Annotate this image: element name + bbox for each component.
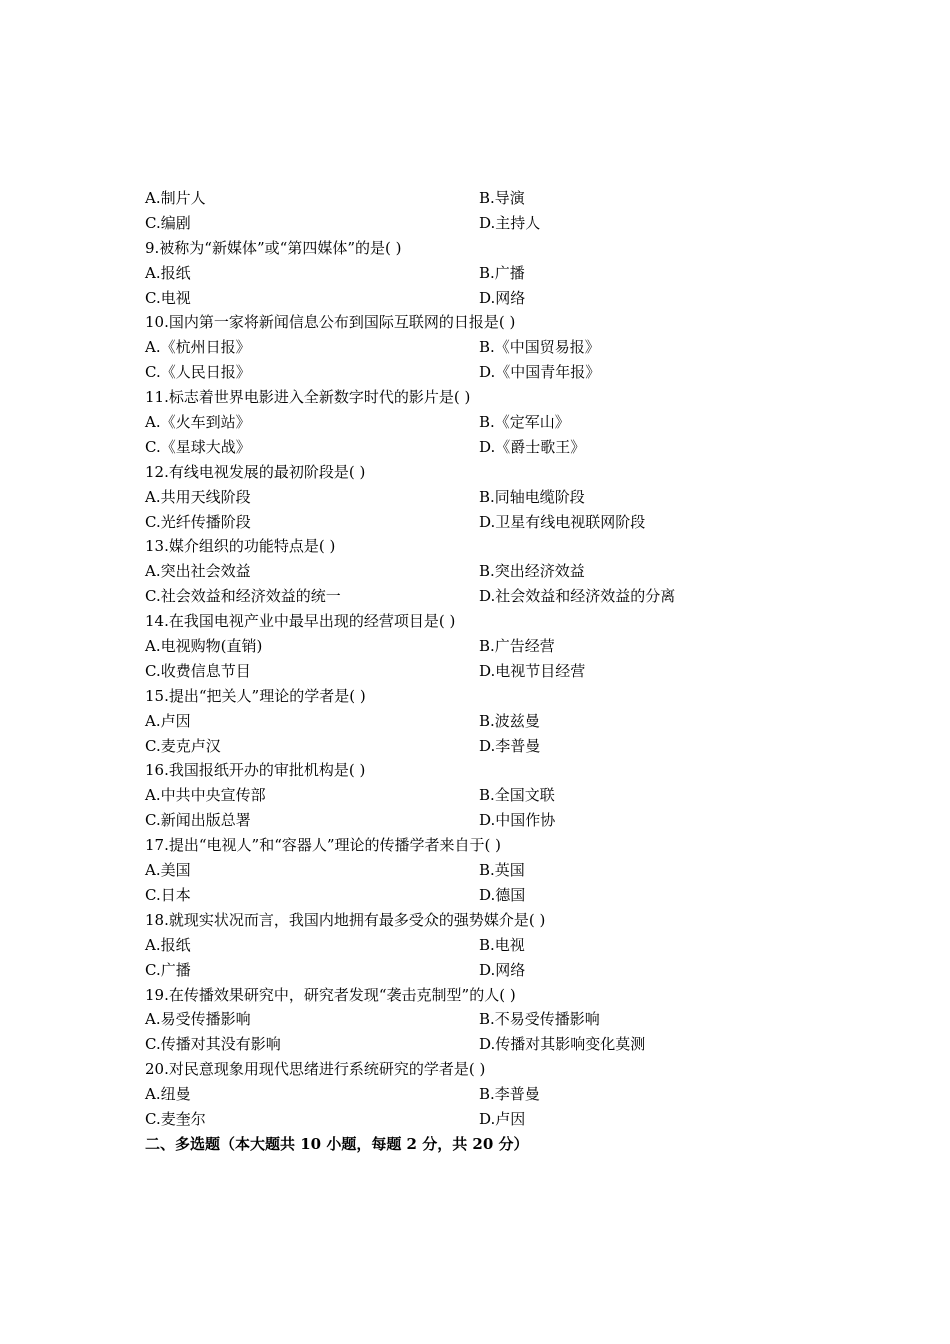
option-right: D.社会效益和经济效益的分离 [479,587,676,606]
option-left: A.美国 [145,861,191,880]
option-left: A.共用天线阶段 [145,487,251,506]
option-left: C.光纤传播阶段 [145,512,251,531]
question-stem: 11.标志着世界电影进入全新数字时代的影片是( ) [145,388,471,407]
option-left: C.传播对其没有影响 [145,1035,281,1054]
exam-page [145,186,785,1157]
option-left: C.收费信息节目 [145,661,251,680]
option-right: D.李普曼 [479,736,541,755]
option-left: A.《杭州日报》 [145,338,251,357]
option-row [145,510,785,535]
option-row [145,1082,785,1107]
option-right: D.《中国青年报》 [479,363,601,382]
option-right: D.传播对其影响变化莫测 [479,1035,646,1054]
option-right: B.同轴电缆阶段 [479,487,585,506]
option-right: D.卢因 [479,1109,526,1128]
question-stem: 9.被称为“新媒体”或“第四媒体”的是( ) [145,238,402,257]
option-row [145,410,785,435]
option-right: D.网络 [479,960,526,979]
option-left: C.电视 [145,288,191,307]
option-right: B.广播 [479,263,525,282]
option-left: A.中共中央宣传部 [145,786,266,805]
option-right: D.中国作协 [479,811,556,830]
option-left: A.电视购物(直销) [145,637,263,656]
option-left: C.《星球大战》 [145,437,251,456]
option-left: A.易受传播影响 [145,1010,251,1029]
option-row [145,211,785,236]
option-right: D.电视节目经营 [479,661,586,680]
option-left: A.突出社会效益 [145,562,251,581]
option-left: C.编剧 [145,213,191,232]
option-row [145,360,785,385]
option-row [145,858,785,883]
option-row [145,186,785,211]
option-left: C.麦奎尔 [145,1109,206,1128]
option-left: C.新闻出版总署 [145,811,251,830]
option-right: B.《中国贸易报》 [479,338,600,357]
question-stem: 19.在传播效果研究中，研究者发现“袭击克制型”的人( ) [145,985,516,1004]
option-left: A.报纸 [145,935,191,954]
option-row [145,1032,785,1057]
option-row [145,958,785,983]
option-row [145,933,785,958]
question-stem: 12.有线电视发展的最初阶段是( ) [145,462,366,481]
option-row [145,634,785,659]
option-row [145,286,785,311]
question-stem: 17.提出“电视人”和“容器人”理论的传播学者来自于( ) [145,836,502,855]
option-right: B.英国 [479,861,525,880]
option-right: B.导演 [479,189,525,207]
option-left: A.纽曼 [145,1085,191,1104]
option-right: D.《爵士歌王》 [479,437,586,456]
option-left: A.卢因 [145,711,191,730]
option-left: C.麦克卢汉 [145,736,221,755]
option-right: B.不易受传播影响 [479,1010,600,1029]
option-right: B.李普曼 [479,1085,540,1104]
option-right: B.突出经济效益 [479,562,585,581]
question-stem: 10.国内第一家将新闻信息公布到国际互联网的日报是( ) [145,313,516,332]
option-left: C.《人民日报》 [145,363,251,382]
option-left: A.《火车到站》 [145,413,251,432]
option-row [145,783,785,808]
option-left: C.日本 [145,885,191,904]
option-right: D.主持人 [479,213,541,232]
option-left: A.制片人 [145,189,206,207]
question-stem: 13.媒介组织的功能特点是( ) [145,537,336,556]
option-row [145,261,785,286]
option-left: C.广播 [145,960,191,979]
section-heading: 二、多选题（本大题共 10 小题，每题 2 分，共 20 分） [145,1134,529,1153]
option-row [145,485,785,510]
option-row [145,659,785,684]
question-stem: 16.我国报纸开办的审批机构是( ) [145,761,366,780]
option-row [145,808,785,833]
option-row [145,584,785,609]
question-stem: 14.在我国电视产业中最早出现的经营项目是( ) [145,612,456,631]
option-row [145,335,785,360]
option-right: D.网络 [479,288,526,307]
option-right: D.卫星有线电视联网阶段 [479,512,646,531]
option-row [145,435,785,460]
option-right: B.全国文联 [479,786,555,805]
option-row [145,734,785,759]
option-right: D.德国 [479,885,526,904]
option-left: C.社会效益和经济效益的统一 [145,587,341,606]
option-right: B.电视 [479,935,525,954]
option-right: B.广告经营 [479,637,555,656]
option-row [145,1007,785,1032]
option-row [145,1107,785,1132]
option-right: B.波兹曼 [479,711,540,730]
option-right: B.《定军山》 [479,413,570,432]
option-row [145,559,785,584]
option-row [145,883,785,908]
option-left: A.报纸 [145,263,191,282]
question-stem: 15.提出“把关人”理论的学者是( ) [145,686,366,705]
option-row [145,709,785,734]
question-stem: 18.就现实状况而言，我国内地拥有最多受众的强势媒介是( ) [145,910,546,929]
question-stem: 20.对民意现象用现代思绪进行系统研究的学者是( ) [145,1060,486,1079]
